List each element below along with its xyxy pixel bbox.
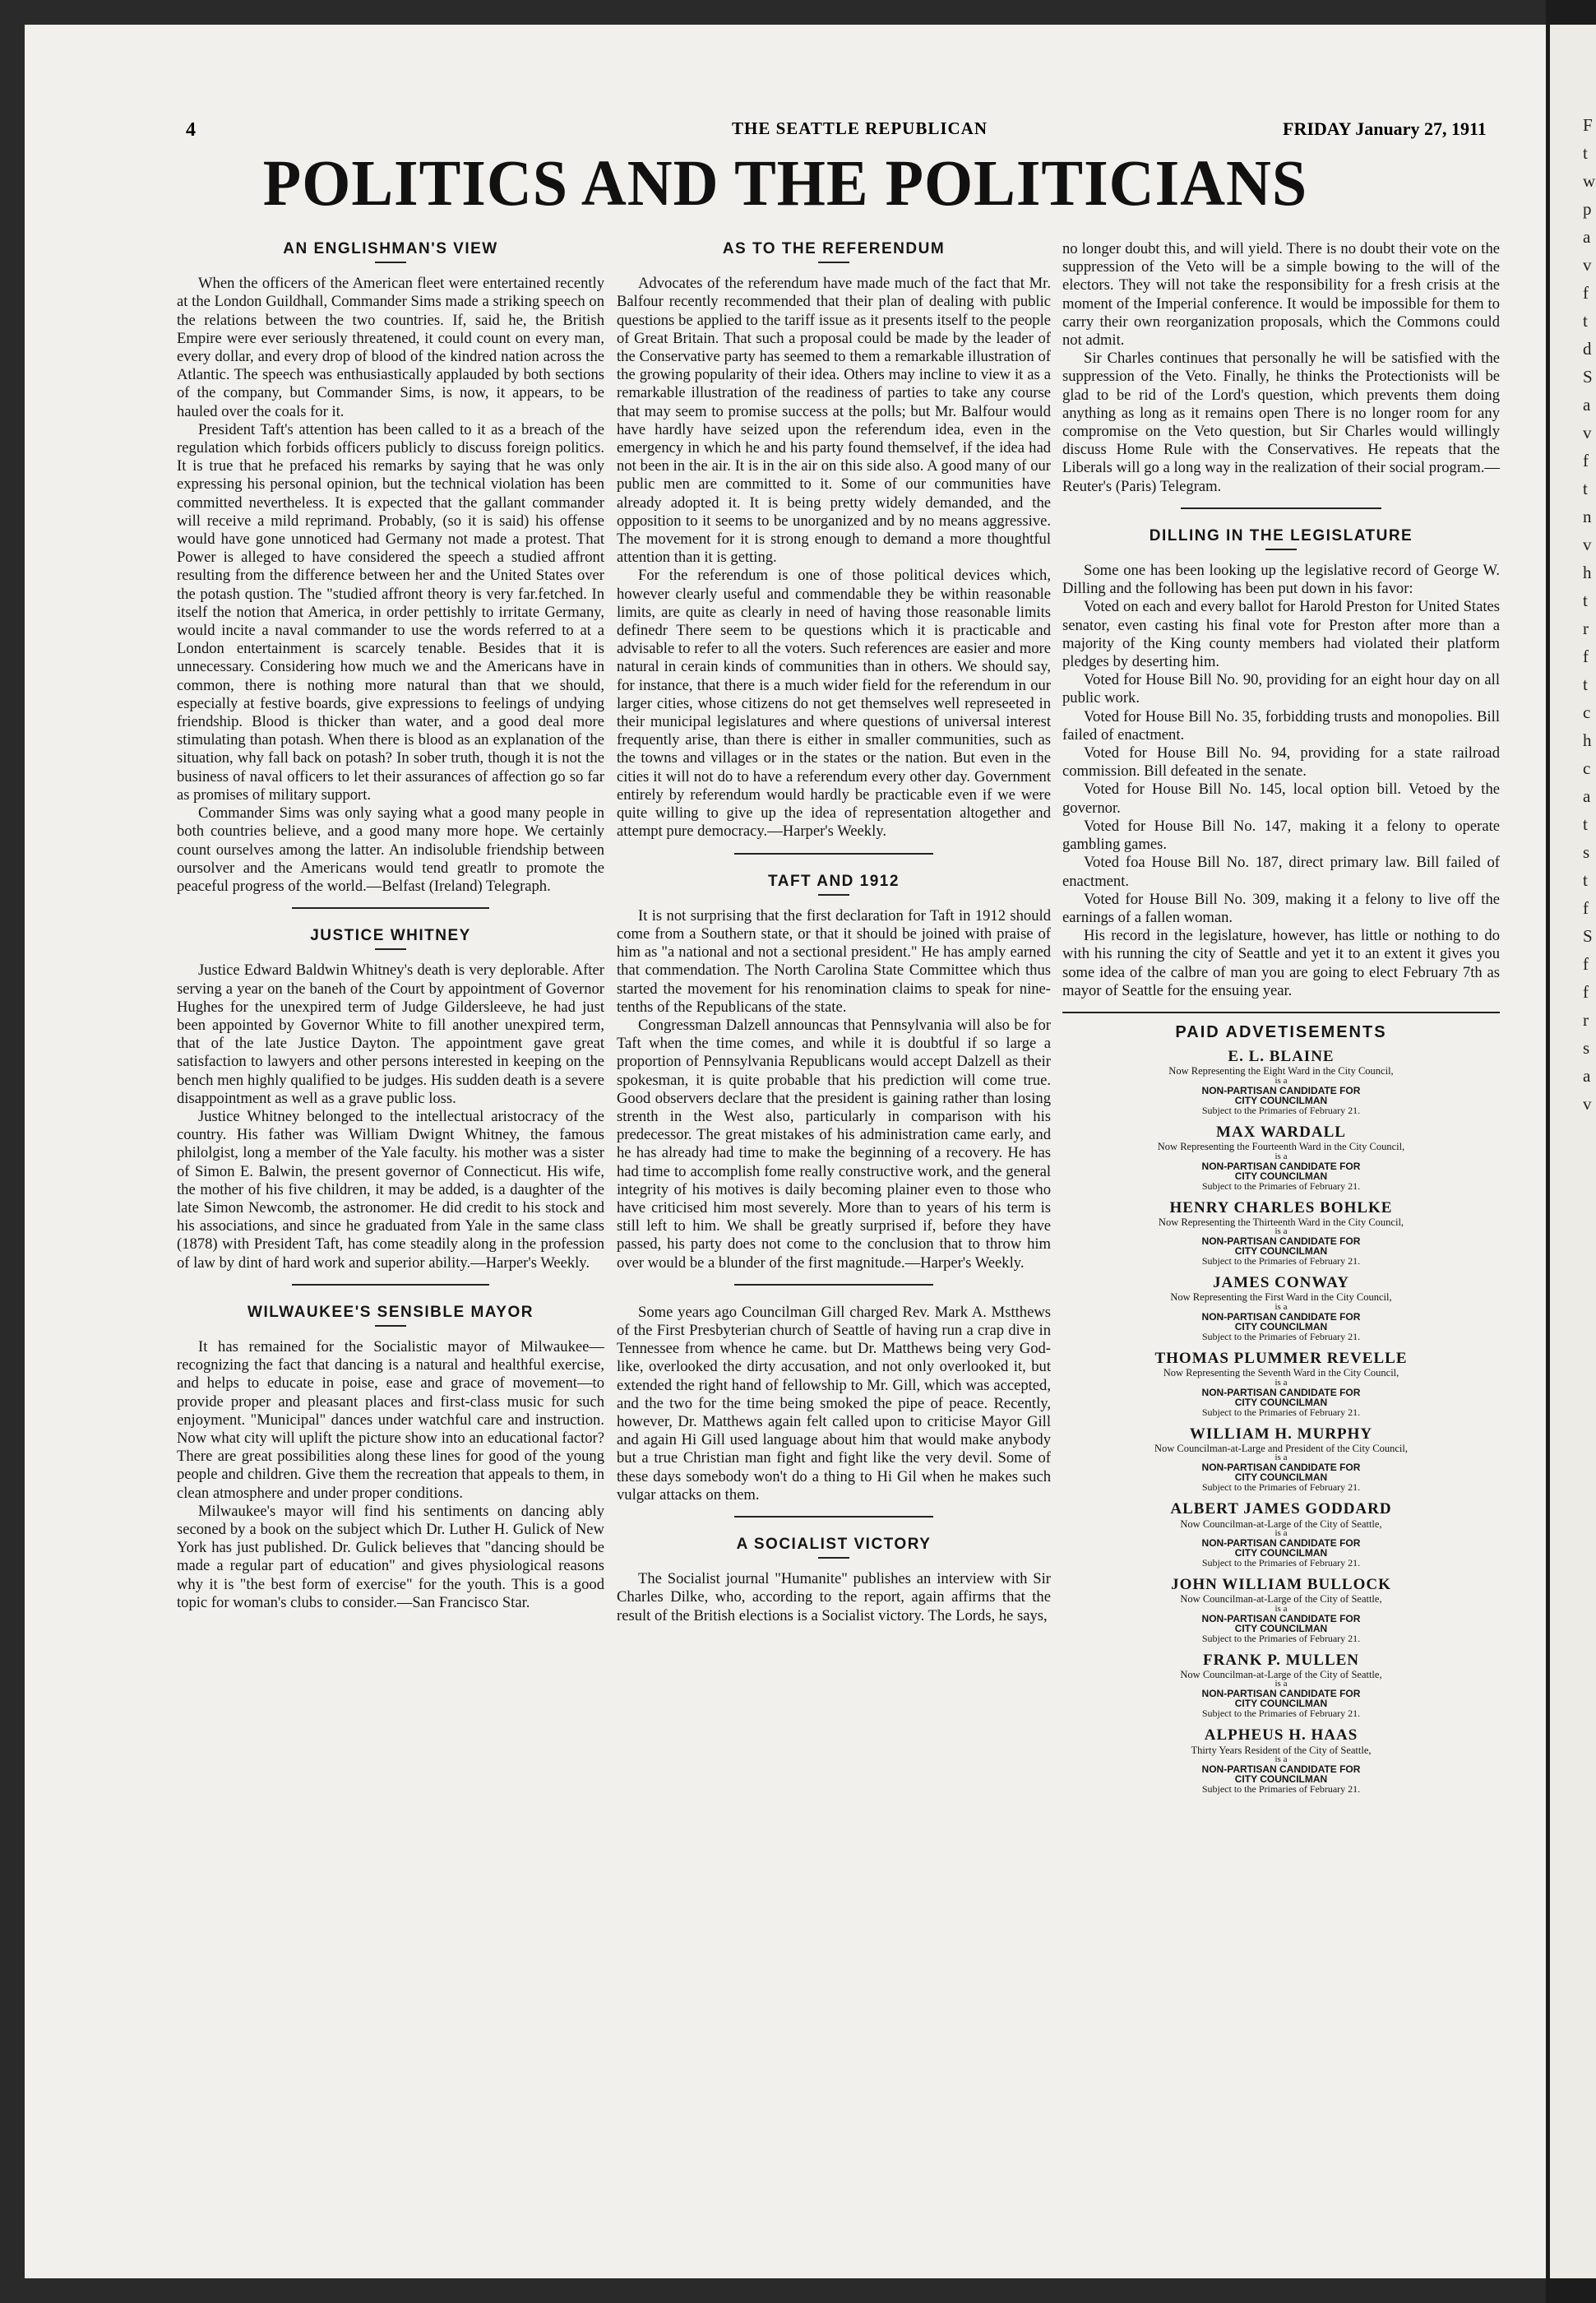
adjacent-page-letter: s [1583, 842, 1590, 862]
article-paragraph: The Socialist journal "Humanite" publishes an interview with Sir Charles Dilke, who, according to the report, again affirms that the result of the British elections is a Socialist victory. The Lords, he says, [617, 1570, 1051, 1624]
adjacent-page-letter: t [1583, 870, 1588, 890]
ad-subject-line: Subject to the Primaries of February 21. [1201, 1179, 1361, 1192]
adjacent-page-letter: a [1583, 786, 1591, 806]
ad-candidacy: NON-PARTISAN CANDIDATE FOR [1201, 1160, 1361, 1172]
article-englishman [177, 240, 604, 896]
article-paragraph: Voted for House Bill No. 147, making it a felony to operate gambling games. [1062, 817, 1500, 854]
candidate-ad [1062, 1726, 1500, 1794]
page-headline: POLITICS AND THE POLITICIANS [262, 146, 1308, 220]
adjacent-page-letter: f [1583, 982, 1589, 1002]
ad-subject-line: Subject to the Primaries of February 21. [1201, 1330, 1361, 1342]
article-paragraph: His record in the legislature, however, has little or nothing to do with his running the city of Seattle and yet it to an extent it gives you some idea of the calbre of man you are going to elect February 7th as mayor of Seattle for the ensuing year. [1062, 927, 1500, 999]
adjacent-page-letter: S [1583, 926, 1593, 946]
ads-list [1062, 1048, 1500, 1794]
ad-subject-line: Subject to the Primaries of February 21. [1201, 1481, 1361, 1494]
article-paragraph: Congressman Dalzell announcas that Pennsylvania will also be for Taft when the time comes, and while it is doubtful if so large a proportion of Pennsylvania Republicans would accept Dalzell as their spokesman, it is quite probable that his prediction will come true. Good observers declare that the president is gaining rather than losing strenth in the West also, particularly in comparison with his predecessor. The great mistakes of his administration came early, and he has already had time to make the beginning of a recovery. He has had time to accomplish fome really constructive work, and the general integrity of his motives is daily becoming plainer even to those who have criticised him most severely. More than to years of his term is still left to him. We shall be greatly surprised if, before they have passed, his party does not come to the conclusion that to throw him over would be a blunder of the first magnitude.—Harper's Weekly. [617, 1016, 1051, 1272]
article-paragraph: Voted for House Bill No. 145, local option bill. Vetoed by the governor. [1062, 781, 1500, 817]
article-dilling [1062, 527, 1500, 1000]
adjacent-page-letter: f [1583, 954, 1589, 974]
candidate-ad [1062, 1124, 1500, 1191]
adjacent-page-letter: a [1583, 1066, 1591, 1086]
adjacent-page-letter: v [1583, 255, 1592, 275]
ad-is-a: is a [1274, 1226, 1288, 1237]
adjacent-page-letter: t [1583, 674, 1588, 694]
ad-office: CITY COUNCILMAN [1234, 1170, 1328, 1182]
section-divider [1181, 507, 1382, 509]
title-rule [818, 1557, 849, 1559]
candidate-name: ALPHEUS H. HAAS [1204, 1726, 1358, 1745]
ad-subject-line: Subject to the Primaries of February 21. [1201, 1406, 1361, 1418]
candidate-description: Now Councilman-at-Large of the City of Seattle, [1180, 1518, 1382, 1530]
column-3 [1062, 240, 1500, 1802]
ad-office: CITY COUNCILMAN [1234, 1094, 1328, 1106]
candidate-description: Now Councilman-at-Large of the City of Seattle, [1180, 1668, 1382, 1680]
candidate-ad [1062, 1350, 1500, 1417]
ad-candidacy: NON-PARTISAN CANDIDATE FOR [1201, 1235, 1361, 1248]
ad-is-a: is a [1274, 1453, 1288, 1463]
section-divider [292, 1284, 488, 1286]
section-divider [734, 1516, 934, 1518]
article-title: DILLING IN THE LEGISLATURE [1149, 526, 1413, 544]
adjacent-page-letter: h [1583, 563, 1592, 582]
ad-subject-line: Subject to the Primaries of February 21. [1201, 1632, 1361, 1644]
adjacent-page-letter: f [1583, 646, 1589, 666]
ad-candidacy: NON-PARTISAN CANDIDATE FOR [1201, 1763, 1361, 1776]
ad-candidacy: NON-PARTISAN CANDIDATE FOR [1201, 1462, 1361, 1474]
title-rule [375, 262, 406, 263]
adjacent-page-letter: t [1583, 143, 1588, 163]
candidate-ad [1062, 1048, 1500, 1115]
section-divider [734, 1284, 934, 1286]
adjacent-page-letter: w [1583, 171, 1596, 191]
column-2 [617, 240, 1051, 1625]
candidate-name: E. L. BLAINE [1228, 1048, 1335, 1066]
ad-is-a: is a [1274, 1528, 1288, 1539]
ad-candidacy: NON-PARTISAN CANDIDATE FOR [1201, 1386, 1361, 1398]
ad-is-a: is a [1274, 1603, 1288, 1614]
candidate-name: JOHN WILLIAM BULLOCK [1171, 1576, 1391, 1594]
ad-is-a: is a [1274, 1754, 1288, 1765]
column-1 [177, 240, 604, 1612]
ads-divider [1062, 1012, 1500, 1013]
title-rule [375, 1325, 406, 1327]
adjacent-page-letter: r [1583, 1010, 1589, 1030]
article-paragraph: For the referendum is one of those political devices which, however clearly useful and commendable they be within reasonable limits, are quite as clearly in need of having those reasonable limits definedr There seem to be questions which it is practicable and advisable to refer to all the voters. Such references are easier and more natural in cerain kinds of communities than in others. We should say, for instance, that there is a much wider field for the referendum in our larger cities, whose citizens do not get themselves well represeeted in their municipal legislatures and where questions of universal interest frequently arise, than there is either in smaller communities, such as the towns and villages or in the states or the nation. But even in the cities it will not do to have a referendum every other day. Government entirely by referendum would hardly be practicable even if we were quite willing to give up the idea of representation altogether and attempt pure democracy.—Harper's Weekly. [617, 567, 1051, 841]
ad-subject-line: Subject to the Primaries of February 21. [1201, 1783, 1361, 1796]
candidate-name: JAMES CONWAY [1213, 1274, 1349, 1292]
candidate-description: Now Representing the Thirteenth Ward in the City Council, [1158, 1216, 1404, 1228]
ad-office: CITY COUNCILMAN [1234, 1320, 1328, 1332]
article-paragraph: Milwaukee's mayor will find his sentiments on dancing ably seconed by a book on the subject which Dr. Luther H. Gulick of New York has just published. Dr. Gulick believes that "dancing should be made a regular part of education" and gives physiological reasons why it is "the best form of exercise" for the youth. This is a good topic for woman's clubs to consider.—San Francisco Star. [177, 1502, 604, 1611]
candidate-ad [1062, 1576, 1500, 1643]
article-paragraph: Sir Charles continues that personally he will be satisfied with the suppression of the Veto. Finally, he thinks the Protectionists will be glad to be rid of the Lord's question, which prevents them doing anything as long as it remains open There is no longer room for any compromise on the Veto question, but Sir Charles would willingly discuss Home Rule with the Conservatives. He repeats that the Liberals will go a long way in the realization of their social program.—Reuter's (Paris) Telegram. [1062, 350, 1500, 495]
adjacent-page-letter: t [1583, 814, 1588, 834]
ad-office: CITY COUNCILMAN [1234, 1773, 1328, 1786]
candidate-description: Now Representing the Fourteenth Ward in the City Council, [1157, 1141, 1405, 1153]
title-rule [818, 262, 849, 263]
candidate-description: Thirty Years Resident of the City of Seattle, [1191, 1744, 1372, 1756]
article-whitney [177, 927, 604, 1272]
adjacent-page-letter: n [1583, 507, 1592, 526]
ad-candidacy: NON-PARTISAN CANDIDATE FOR [1201, 1612, 1361, 1624]
ad-office: CITY COUNCILMAN [1234, 1698, 1328, 1710]
candidate-ad [1062, 1199, 1500, 1267]
candidate-description: Now Councilman-at-Large of the City of Seattle, [1180, 1593, 1382, 1606]
article-gill [617, 1304, 1051, 1504]
article-paragraph: President Taft's attention has been called to it as a breach of the regulation which forbids officers publicly to discuss foreign politics. It is true that he prefaced his remarks by saying that he was only expressing his personal opinion, but the technical violation has been committed nevertheless. It is expected that the gallant commander will receive a mild reprimand. Probably, (so it is said) his offense would have gone unnoticed had Germany not made a protest. That Power is alleged to have considered the speech a studied affront resulting from the difference between her and the United States over the potash qustion. The "studied affront theory is very far.fetched. In itself the notion that America, in order pettishly to irritate Germany, would incite a naval commander to use the words referred to at a London entertainment is scarcely tenable. Besides that it is unnecessary. Considering how much we and the Americans have in common, there is nothing more natural than that we should, especially at festive boards, give expressions to feelings of undying friendship. Blood is thicker than water, and a good deal more stimulating than potash. When there is blood as an explanation of the situation, why fall back on potash? In sober truth, though it is not the business of naval officers to let their assurances of affection go so far as promises of military support. [177, 420, 604, 804]
ad-candidacy: NON-PARTISAN CANDIDATE FOR [1201, 1537, 1361, 1550]
candidate-name: MAX WARDALL [1216, 1123, 1346, 1141]
ad-is-a: is a [1274, 1301, 1288, 1312]
article-paragraph: Voted foa House Bill No. 187, direct primary law. Bill failed of enactment. [1062, 854, 1500, 890]
article-paragraph: Voted for House Bill No. 309, making it a felony to live off the earnings of a fallen woman. [1062, 890, 1500, 926]
candidate-description: Now Representing the Seventh Ward in the City Council, [1163, 1367, 1399, 1379]
ad-is-a: is a [1274, 1679, 1288, 1689]
ad-subject-line: Subject to the Primaries of February 21. [1201, 1104, 1361, 1116]
article-title: A SOCIALIST VICTORY [736, 1536, 932, 1553]
article-paragraph: Commander Sims was only saying what a good many people in both countries believe, and a good many more hope. We certainly count ourselves among the latter. An indisoluble friendship between oursolver and the Americans would tend greatlr to promote the peaceful progress of the world.—Belfast (Ireland) Telegraph. [177, 804, 604, 895]
adjacent-page-letter: p [1583, 199, 1592, 219]
adjacent-page-letter: t [1583, 591, 1588, 610]
ad-candidacy: NON-PARTISAN CANDIDATE FOR [1201, 1310, 1361, 1323]
article-paragraph: Some years ago Councilman Gill charged Rev. Mark A. Mstthews of the First Presbyterian church of Seattle of having run a crap dive in Tennessee from whence he came. but Dr. Matthews being very God-like, overlooked the dirty accusation, and not only overlooked it, but extended the right hand of fellowship to Mr. Gill, which was accepted, and the two for the time being smoked the pipe of peace. Recently, however, Dr. Matthews again felt called upon to criticise Mayor Gill and again Hi Gill used language about him that would make anybody but a true Christian man fight and fight like the very devil. Some of these days somebody won't do a thing to Hi Gil when he makes such vulgar attacks on them. [617, 1303, 1051, 1504]
adjacent-page-letter: a [1583, 227, 1591, 247]
page-number: 4 [186, 119, 196, 141]
title-rule [818, 894, 849, 896]
ad-is-a: is a [1274, 1151, 1288, 1161]
article-title: TAFT AND 1912 [768, 872, 900, 890]
title-rule [1265, 549, 1297, 550]
candidate-description: Now Representing the First Ward in the City Council, [1170, 1291, 1392, 1304]
newspaper-page [25, 25, 1546, 2278]
article-taft [617, 873, 1051, 1272]
adjacent-page-letter: s [1583, 1038, 1590, 1058]
candidate-ad [1062, 1425, 1500, 1493]
article-paragraph: Justice Whitney belonged to the intellectual aristocracy of the country. His father was William Dwignt Whitney, the famous philolgist, long a member of the Yale faculty. his mother was a sister of Simon E. Balwin, the present governor of Connecticut. His wife, the mother of his five children, it may be added, is a daughter of the late Simon Newcomb, the astronomer. He did credit to his stock and his associations, and since he graduated from Yale in the same class (1878) with President Taft, has come steadily along in the profession of law by dint of hard work and superior ability.—Harper's Weekly. [177, 1107, 604, 1272]
adjacent-page-letter: h [1583, 730, 1592, 750]
adjacent-page-letter: t [1583, 479, 1588, 498]
ad-subject-line: Subject to the Primaries of February 21. [1201, 1255, 1361, 1267]
article-title: AN ENGLISHMAN'S VIEW [283, 240, 498, 257]
adjacent-page-letter: f [1583, 898, 1589, 918]
article-title: AS TO THE REFERENDUM [722, 240, 946, 257]
page-header [25, 99, 1546, 141]
paid-advertisements [1062, 1023, 1500, 1794]
ad-subject-line: Subject to the Primaries of February 21. [1201, 1708, 1361, 1720]
article-paragraph: It has remained for the Socialistic mayor of Milwaukee—recognizing the fact that dancing is a natural and healthful exercise, and helps to educate in poise, ease and grace of movement—to provide proper and pleasant places and first-class music for such enjoyment. "Municipal" dances under watchful care and instruction. Now what city will uplift the picture show into an educational factor? There are great possibilities along these lines for good of the young people and children. Give them the recreation that appeals to them, in clean atmosphere and under proper conditions. [177, 1337, 604, 1502]
ad-is-a: is a [1274, 1377, 1288, 1388]
title-rule [375, 948, 406, 950]
article-paragraph: Advocates of the referendum have made much of the fact that Mr. Balfour recently recommended that their plan of dealing with public questions be applied to the tariff issue as it presents itself to the people of Great Britain. That such a proposal could be made by the leader of the Conservative party has seemed to them a remarkable illustration of the growing popularity of their idea. Others may incline to view it as a remarkable illustration of the readiness of parties to take any course that may seem to promise success at the polls; but Mr. Balfour would have hardly have seized upon the referendum idea, even in the emergency in which he and his party found themselvef, if the idea had not been in the air. It is in the air on this side also. A good many of our public men are committed to it. Some of our communities have already adopted it. It is being pretty widely demanded, and the opposition to it seems to be unorganized and by no means aggressive. The movement for it is strong enough to demand a more thoughtful attention than it is getting. [617, 275, 1051, 567]
candidate-name: WILLIAM H. MURPHY [1189, 1425, 1373, 1443]
article-paragraph: Justice Edward Baldwin Whitney's death is very deplorable. After serving a year on the baneh of the Court by appointment of Governor Hughes for the unexpired term of Judge Gildersleeve, he had just been appointed by Governor White to fill another unexpired term, that of the late Justice Dayton. The appointment gave great satisfaction to lawyers and other persons interested in keeping on the bench men highly qualified to be judges. His sudden death is a severe disappointment as well as a grave public loss. [177, 962, 604, 1107]
article-socialist [617, 1536, 1051, 1625]
adjacent-page-letter: c [1583, 758, 1591, 778]
paper-name: THE SEATTLE REPUBLICAN [732, 118, 988, 138]
candidate-description: Now Councilman-at-Large and President of the City Council, [1154, 1442, 1409, 1454]
article-paragraph: Some one has been looking up the legislative record of George W. Dilling and the following has been put down in his favor: [1062, 562, 1500, 598]
adjacent-page-letter: S [1583, 367, 1593, 387]
ad-office: CITY COUNCILMAN [1234, 1396, 1328, 1408]
candidate-name: THOMAS PLUMMER REVELLE [1154, 1349, 1408, 1367]
candidate-name: FRANK P. MULLEN [1202, 1651, 1360, 1669]
candidate-ad [1062, 1274, 1500, 1341]
adjacent-page-letter: a [1583, 395, 1591, 415]
ad-office: CITY COUNCILMAN [1234, 1471, 1328, 1484]
ad-office: CITY COUNCILMAN [1234, 1547, 1328, 1559]
ad-subject-line: Subject to the Primaries of February 21. [1201, 1557, 1361, 1569]
candidate-name: ALBERT JAMES GODDARD [1170, 1500, 1392, 1518]
issue-date: FRIDAY January 27, 1911 [1283, 118, 1487, 139]
adjacent-page-letter: f [1583, 283, 1589, 303]
article-paragraph: Voted for House Bill No. 94, providing for a state railroad commission. Bill defeated in the senate. [1062, 744, 1500, 781]
candidate-description: Now Representing the Eight Ward in the City Council, [1168, 1065, 1394, 1077]
article-socialist-continued [1062, 240, 1500, 496]
adjacent-page-letter: c [1583, 702, 1591, 722]
adjacent-page-letter: f [1583, 451, 1589, 470]
section-divider [292, 907, 488, 909]
adjacent-page-edge [1550, 25, 1596, 2278]
article-milwaukee [177, 1304, 604, 1612]
candidate-name: HENRY CHARLES BOHLKE [1169, 1198, 1393, 1216]
article-title: JUSTICE WHITNEY [310, 927, 471, 945]
ad-is-a: is a [1274, 1075, 1288, 1086]
candidate-ad [1062, 1500, 1500, 1568]
article-title: WILWAUKEE'S SENSIBLE MAYOR [247, 1303, 534, 1321]
article-referendum [617, 240, 1051, 841]
article-paragraph: When the officers of the American fleet were entertained recently at the London Guildhall, Commander Sims made a striking speech on the relations between the two countries. If, said he, the British Empire were ever seriously threatened, it could count on every man, every dollar, and every drop of blood of the kindred nation across the Atlantic. The speech was enthusiastically applauded by both sections of the company, but Commander Sims, is now, it appears, to be hauled over the coals for it. [177, 275, 604, 420]
adjacent-page-letter: v [1583, 423, 1592, 443]
adjacent-page-letter: v [1583, 535, 1592, 554]
ad-office: CITY COUNCILMAN [1234, 1245, 1328, 1258]
article-paragraph: It is not surprising that the first declaration for Taft in 1912 should come from a Southern state, or that it should be joined with praise of him as "a national and not a sectional president." He has amply earned that commendation. The North Carolina State Committee which thus started the movement for his renomination claims to speak for nine-tenths of the Republicans of the state. [617, 906, 1051, 1016]
section-divider [734, 853, 934, 855]
ad-candidacy: NON-PARTISAN CANDIDATE FOR [1201, 1688, 1361, 1700]
adjacent-page-letter: d [1583, 339, 1592, 359]
article-paragraph: no longer doubt this, and will yield. There is no doubt their vote on the suppression of the Veto will be a simple bowing to the will of the electors. They will not take the responsibility for a fresh crisis at the moment of the Imperial conference. It would be impossible for them to carry their own reorganization proposals, which the Commons could not admit. [1062, 240, 1500, 350]
article-paragraph: Voted on each and every ballot for Harold Preston for United States senator, even casting his final vote for Preston after more than a majority of the King county members had violated their platform pledges by deserting him. [1062, 598, 1500, 671]
adjacent-page-letter: v [1583, 1094, 1592, 1114]
adjacent-page-letter: F [1583, 115, 1593, 135]
adjacent-page-letter: r [1583, 619, 1589, 638]
ad-candidacy: NON-PARTISAN CANDIDATE FOR [1201, 1084, 1361, 1096]
article-paragraph: Voted for House Bill No. 35, forbidding trusts and monopolies. Bill failed of enactment. [1062, 707, 1500, 744]
adjacent-page-letter: t [1583, 311, 1588, 331]
candidate-ad [1062, 1652, 1500, 1719]
ad-office: CITY COUNCILMAN [1234, 1622, 1328, 1634]
article-paragraph: Voted for House Bill No. 90, providing for an eight hour day on all public work. [1062, 671, 1500, 707]
ads-title: PAID ADVETISEMENTS [1175, 1022, 1387, 1041]
